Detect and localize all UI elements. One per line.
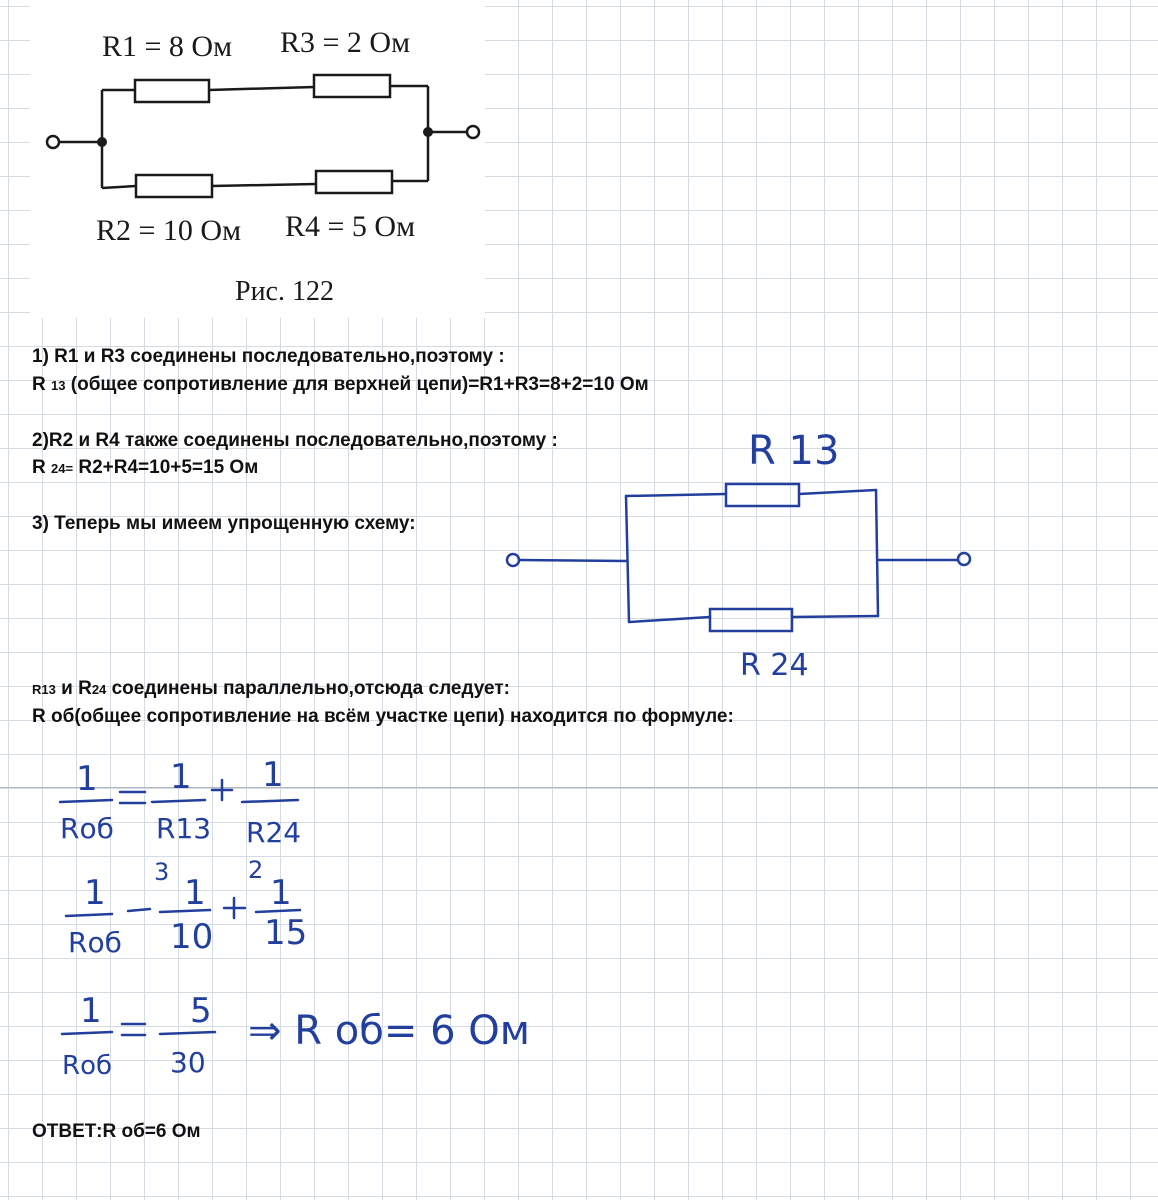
eq3-result: ⇒ R об= 6 Ом xyxy=(248,1008,530,1054)
eq2-t2-num: 1 xyxy=(270,873,292,913)
eq2-lhs-num: 1 xyxy=(84,873,106,913)
hand-r13-label: R 13 xyxy=(748,428,840,474)
eq3-rhs-den: 30 xyxy=(170,1046,206,1079)
eq2-t1-num: 1 xyxy=(184,873,206,913)
eq2-t2-den: 15 xyxy=(264,913,308,953)
parallel-rest: соединены параллельно,отсюда следует: xyxy=(106,678,511,699)
hand-left-terminal xyxy=(507,554,519,566)
hand-resistor-r24 xyxy=(710,609,792,631)
r13-subscript: 13 xyxy=(51,378,66,393)
step2-line1: 2)R2 и R4 также соединены последовательно,поэтому : xyxy=(32,430,558,451)
eq3-rhs-num: 5 xyxy=(190,991,212,1031)
parallel-mid: и R xyxy=(55,678,92,699)
eq2-t1-mult: 3 xyxy=(154,858,170,886)
label-r4: R4 = 5 Ом xyxy=(285,210,416,243)
label-r1: R1 = 8 Ом xyxy=(102,30,233,63)
eq1-t1-num: 1 xyxy=(170,757,192,797)
figure-caption: Рис. 122 xyxy=(235,276,334,307)
label-r3: R3 = 2 Ом xyxy=(280,26,411,59)
eq2-lhs-den: Rоб xyxy=(68,926,122,959)
hand-right-wire xyxy=(876,490,878,616)
r24-symbol: R xyxy=(32,457,46,478)
r13-parallel-label: R13 xyxy=(32,682,56,697)
eq1-lhs-num: 1 xyxy=(76,759,98,799)
hand-left-wire xyxy=(626,496,629,622)
r24-parallel-label: 24 xyxy=(91,682,107,697)
hand-r24-label: R 24 xyxy=(740,648,809,683)
r13-symbol: R xyxy=(32,374,46,395)
step1-line1: 1) R1 и R3 соединены последовательно,поэтому : xyxy=(32,346,505,367)
eq3-lhs-den: Rоб xyxy=(62,1051,113,1081)
eq2-t2-mult: 2 xyxy=(248,856,264,884)
step3-line: 3) Теперь мы имеем упрощенную схему: xyxy=(32,513,416,534)
eq3-lhs-num: 1 xyxy=(80,991,102,1031)
hand-right-terminal xyxy=(958,553,970,565)
answer-line: ОТВЕТ:R об=6 Ом xyxy=(32,1121,201,1142)
eq1-lhs-den: Rоб xyxy=(60,812,114,845)
eq1-t2-den: R24 xyxy=(246,816,302,849)
hand-resistor-r13 xyxy=(726,484,799,506)
eq1-t2-num: 1 xyxy=(262,755,284,795)
step2-line2-rest: R2+R4=10+5=15 Ом xyxy=(73,457,259,478)
eq2-t1-den: 10 xyxy=(170,917,214,957)
eq1-t1-den: R13 xyxy=(156,812,212,845)
formula-intro-line: R об(общее сопротивление на всём участке цепи) находится по формуле: xyxy=(32,706,734,727)
step1-line2-rest: (общее сопротивление для верхней цепи)=R1+R3=8+2=10 Ом xyxy=(65,374,649,395)
label-r2: R2 = 10 Ом xyxy=(96,214,242,247)
r24-subscript: 24= xyxy=(51,461,74,476)
